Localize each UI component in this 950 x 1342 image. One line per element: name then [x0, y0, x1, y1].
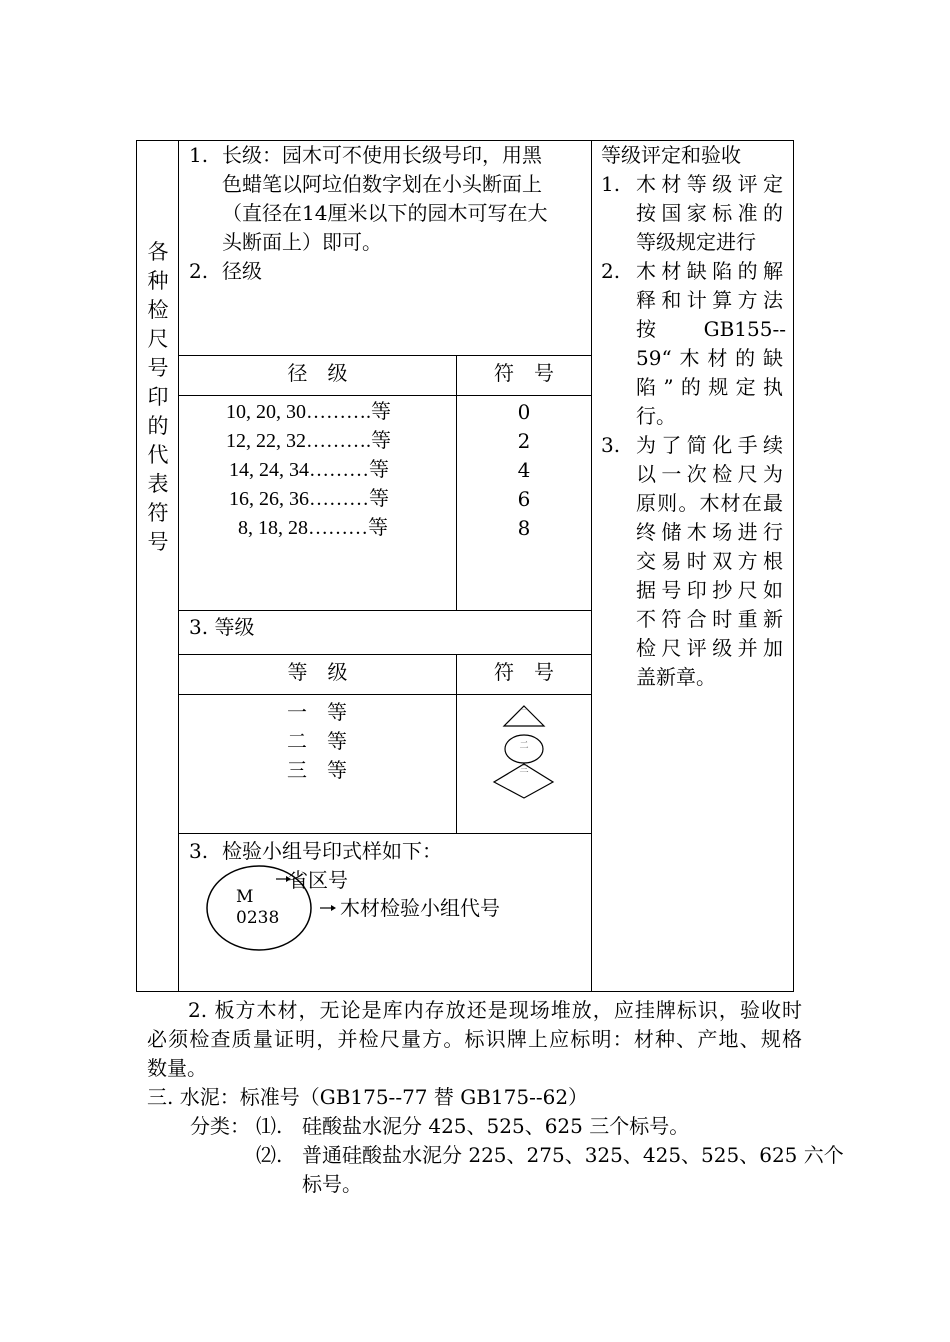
column-header: 径 级: [287, 361, 348, 385]
table-cell: 2: [517, 429, 531, 453]
label-char: 号: [147, 530, 169, 554]
label-char: 尺: [147, 327, 169, 351]
item-number: ⑵.: [256, 1143, 283, 1167]
symbol-label: 三: [519, 765, 529, 775]
table-cell: 10, 20, 30……….等: [226, 401, 391, 423]
right-line: 不符合时重新: [636, 607, 783, 631]
label-char: 表: [147, 472, 169, 496]
right-line: 为了简化手续: [636, 433, 783, 457]
table-cell: 6: [517, 487, 531, 511]
label-char: 种: [147, 269, 169, 293]
group-code-label: 木材检验小组代号: [340, 896, 500, 920]
item-number: 2.: [189, 259, 209, 283]
length-grade-line: 长级：园木可不使用长级号印，用黑: [222, 143, 542, 167]
classification-item: 硅酸盐水泥分 425、525、625 三个标号。: [302, 1114, 690, 1138]
right-column-title: 等级评定和验收: [601, 143, 741, 167]
table-cell: 14, 24, 34………等: [229, 459, 389, 481]
classification-item: 普通硅酸盐水泥分 225、275、325、425、525、625 六个: [302, 1143, 844, 1167]
cement-heading: 三. 水泥：标准号（GB175--77 替 GB175--62）: [147, 1085, 589, 1109]
symbol-label: 二: [519, 741, 529, 751]
item-number: 2.: [601, 259, 621, 283]
label-char: 检: [147, 298, 169, 322]
item-number: 3.: [601, 433, 621, 457]
label-char: 代: [147, 443, 169, 467]
table-cell: 0: [517, 400, 531, 424]
right-line: 等级规定进行: [636, 230, 756, 254]
item-number: 1.: [189, 143, 209, 167]
diameter-grade-label: 径级: [222, 259, 262, 283]
inspection-label: 检验小组号印式样如下：: [222, 839, 442, 863]
right-line: 木材缺陷的解: [636, 259, 783, 283]
paragraph-line: 必须检查质量证明，并检尺量方。标识牌上应标明：材种、产地、规格: [147, 1027, 802, 1051]
classification-label: 分类：: [190, 1114, 250, 1138]
stamp-letter: M: [236, 887, 254, 907]
label-char: 号: [147, 356, 169, 380]
right-line: 原则。木材在最: [636, 491, 783, 515]
table-cell: 12, 22, 32……….等: [226, 430, 391, 452]
paragraph-line: 2. 板方木材，无论是库内存放还是现场堆放，应挂牌标识，验收时: [188, 998, 802, 1022]
right-line: 木材等级评定: [636, 172, 783, 196]
right-line: 盖新章。: [636, 665, 716, 689]
table-cell: 16, 26, 36………等: [229, 488, 389, 510]
right-line: 释和计算方法: [636, 288, 783, 312]
item-number: 3.: [189, 839, 209, 863]
arrow-icon: [331, 905, 336, 911]
column-header: 等 级: [287, 660, 348, 684]
table-cell: 8, 18, 28………等: [238, 517, 388, 539]
province-label: 省区号: [288, 868, 348, 892]
label-char: 符: [147, 501, 169, 525]
paragraph-line: 数量。: [147, 1056, 207, 1080]
grade-symbols: [490, 700, 560, 800]
right-line: 陷”的规定执: [636, 375, 783, 399]
symbol-label: 一: [519, 706, 529, 716]
column-header: 符 号: [494, 361, 554, 385]
right-line: 按 GB155--: [636, 317, 786, 341]
label-char: 印: [147, 385, 169, 409]
right-line: 据号印抄尺如: [636, 578, 783, 602]
label-char: 各: [147, 240, 169, 264]
right-line: 检尺评级并加: [636, 636, 783, 660]
length-grade-line: 头断面上）即可。: [222, 230, 382, 254]
table-cell: 8: [517, 516, 531, 540]
right-line: 59“木材的缺: [636, 346, 783, 370]
table-cell: 4: [517, 458, 531, 482]
item-number: ⑴.: [256, 1114, 283, 1138]
item-number: 1.: [601, 172, 621, 196]
column-header: 符 号: [494, 660, 554, 684]
length-grade-line: 色蜡笔以阿垃伯数字划在小头断面上: [222, 172, 542, 196]
right-line: 终储木场进行: [636, 520, 783, 544]
right-line: 按国家标准的: [636, 201, 783, 225]
right-line: 行。: [636, 404, 676, 428]
classification-item: 标号。: [302, 1172, 362, 1196]
stamp-number: 0238: [236, 908, 280, 928]
label-char: 的: [147, 414, 169, 438]
right-line: 交易时双方根: [636, 549, 783, 573]
length-grade-line: （直径在14厘米以下的园木可写在大: [222, 201, 548, 225]
right-line: 以一次检尺为: [636, 462, 783, 486]
table-cell: 二 等: [287, 729, 347, 753]
table-cell: 一 等: [287, 700, 347, 724]
grade-section-label: 3. 等级: [189, 615, 255, 639]
table-cell: 三 等: [287, 758, 347, 782]
